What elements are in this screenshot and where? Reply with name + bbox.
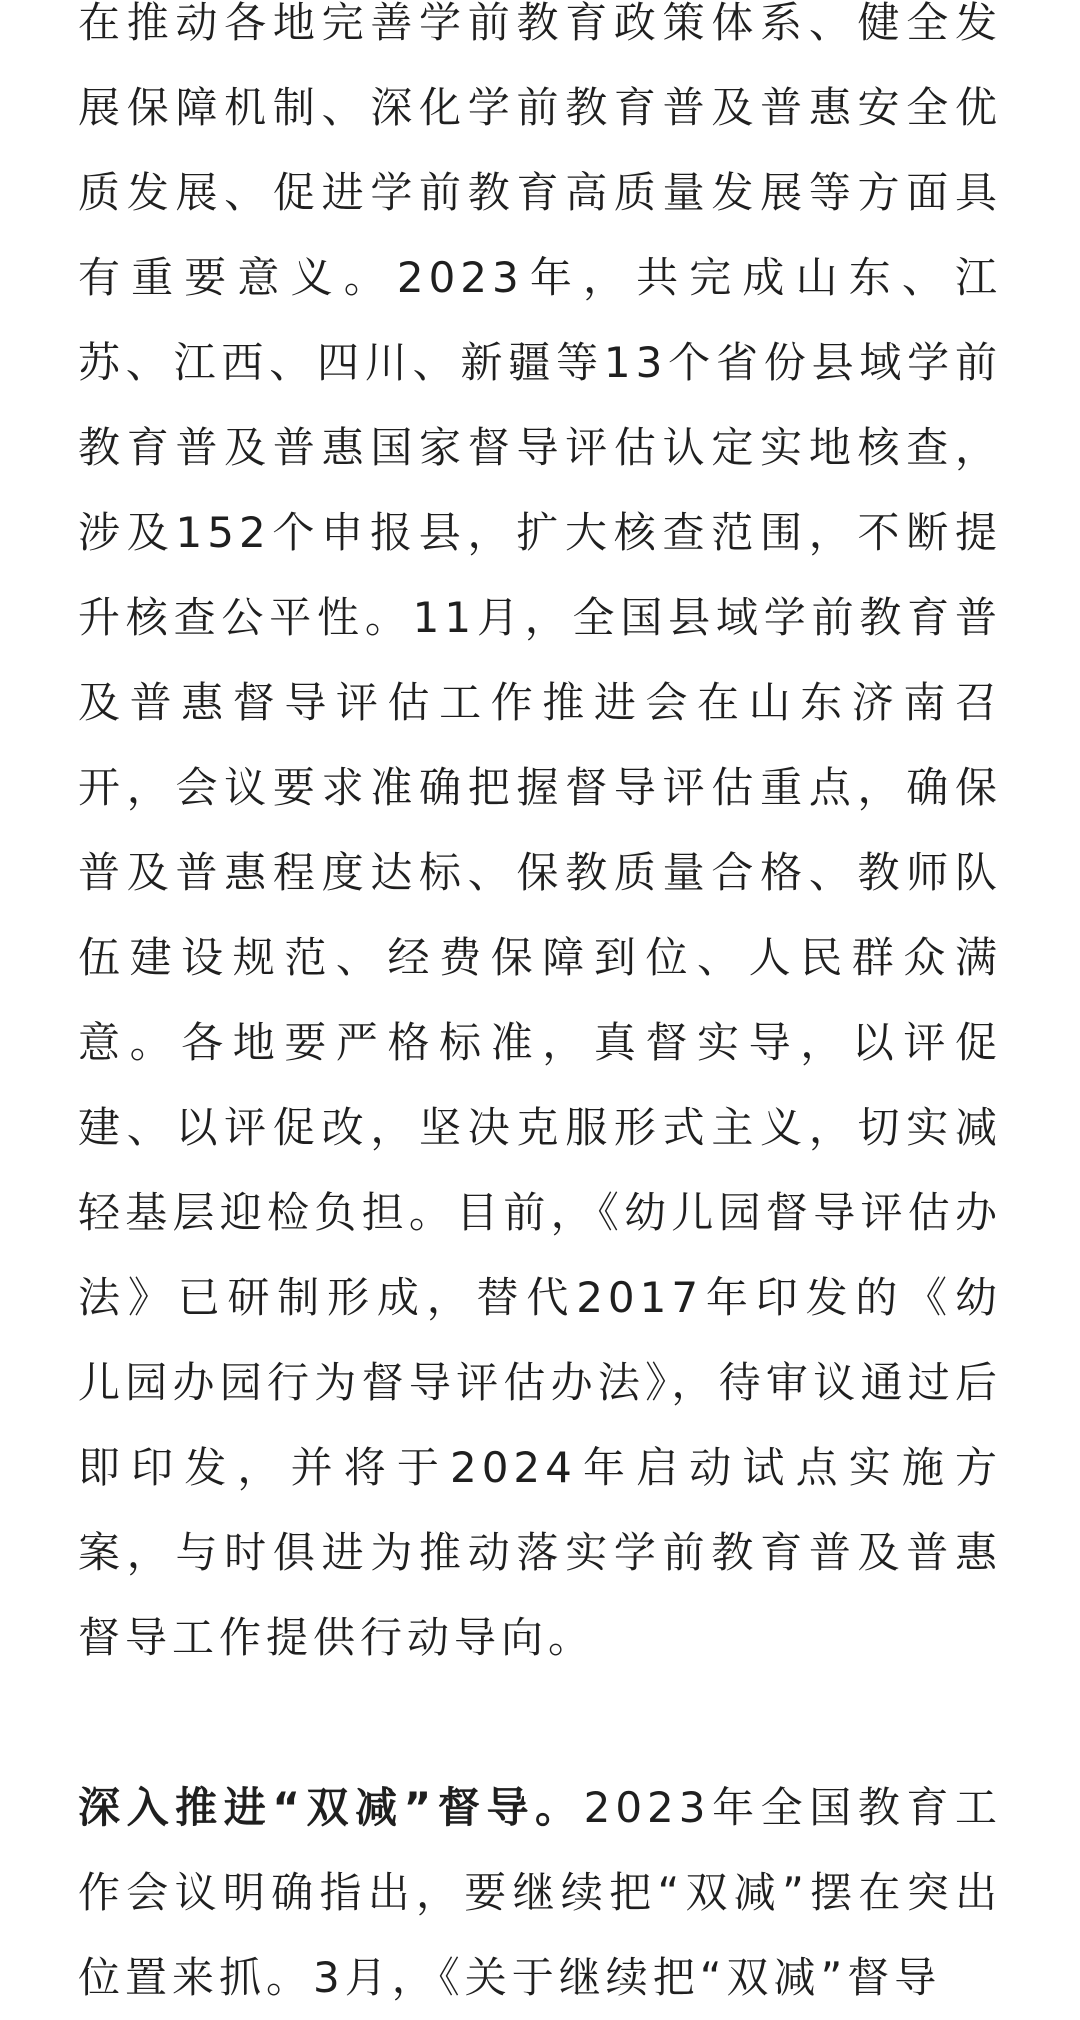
paragraph-double-reduction [78,1765,1002,2020]
paragraph-text: 2023年全国教育工作会议明确指出，要继续把“双减”摆在突出位置来抓。3月，《关于继续把“双减”督导 [78,1783,1002,2002]
paragraph-lead: 深入推进“双减”督导。 [78,1783,584,1832]
article-body [78,0,1002,2020]
paragraph-preschool-supervision [78,0,1002,1680]
paragraph-text: 在推动各地完善学前教育政策体系、健全发展保障机制、深化学前教育普及普惠安全优质发展、促进学前教育高质量发展等方面具有重要意义。2023年，共完成山东、江苏、江西、四川、新疆等13个省份县域学前教育普及普惠国家督导评估认定实地核查，涉及152个申报县，扩大核查范围，不断提升核查公平性。11月，全国县域学前教育普及普惠督导评估工作推进会在山东济南召开，会议要求准确把握督导评估重点，确保普及普惠程度达标、保教质量合格、教师队伍建设规范、经费保障到位、人民群众满意。各地要严格标准，真督实导，以评促建、以评促改，坚决克服形式主义，切实减轻基层迎检负担。目前，《幼儿园督导评估办法》已研制形成，替代2017年印发的《幼儿园办园行为督导评估办法》，待审议通过后即印发，并将于2024年启动试点实施方案，与时俱进为推动落实学前教育普及普惠督导工作提供行动导向。 [78,0,1002,1662]
